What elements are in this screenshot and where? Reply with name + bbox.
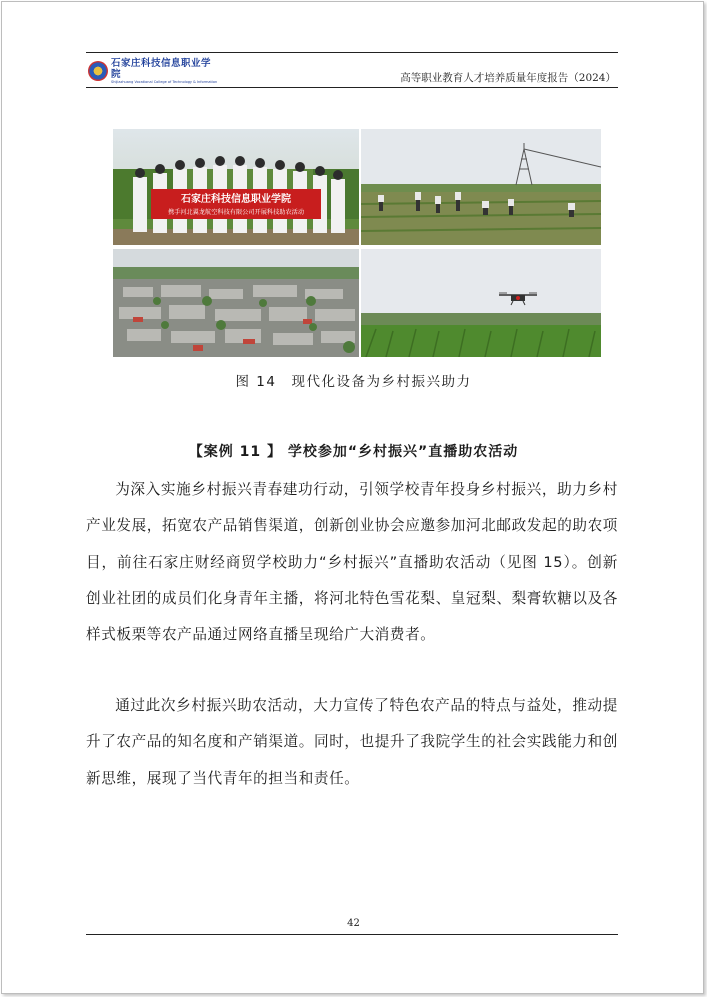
photo-field-workers: [361, 129, 601, 245]
header-bottom-rule: [86, 87, 618, 88]
case-title: 【案例 11 】 学校参加“乡村振兴”直播助农活动: [188, 444, 519, 460]
photo-group-banner: [113, 129, 359, 245]
page-header: [86, 52, 618, 88]
figure-caption: 图 14 现代化设备为乡村振兴助力: [235, 374, 472, 390]
case-paragraph-2: 通过此次乡村振兴助农活动，大力宣传了特色农产品的特点与益处，推动提升了农产品的知名度和产销渠道。同时，也提升了我院学生的社会实践能力和创新思维，展现了当代青年的担当和责任。: [86, 697, 618, 787]
banner-text-2: 携手河北翼龙航空科技有限公司开展科技助农活动: [167, 209, 305, 216]
header-top-rule: [86, 52, 618, 53]
college-logo: [88, 57, 218, 84]
report-title: 高等职业教育人才培养质量年度报告（2024）: [400, 72, 616, 84]
photo-village-aerial: [113, 249, 359, 357]
case-paragraph-2-block: [86, 688, 618, 797]
page-number: 42: [347, 918, 360, 929]
college-seal-icon: [88, 61, 108, 81]
case-paragraph-1-block: [86, 472, 618, 653]
footer-rule: [86, 934, 618, 935]
logo-name-en: Shijiazhuang Vocational College of Technology & Information: [111, 79, 218, 84]
banner-text-1: 石家庄科技信息职业学院: [181, 194, 291, 205]
case-paragraph-1: 为深入实施乡村振兴青春建功行动，引领学校青年投身乡村振兴，助力乡村产业发展，拓宽农产品销售渠道，创新创业协会应邀参加河北邮政发起的助农项目，前往石家庄财经商贸学校助力“乡村振兴”直播助农活动（见图 15）。创新创业社团的成员们化身青年主播，将河北特色雪花梨、皇冠梨、梨膏软糖以及各样式板栗等农产品通过网络直播呈现给广大消费者。: [86, 481, 618, 644]
photo-drone-crops: [361, 249, 601, 357]
logo-name-cn: 石家庄科技信息职业学院: [111, 57, 212, 80]
